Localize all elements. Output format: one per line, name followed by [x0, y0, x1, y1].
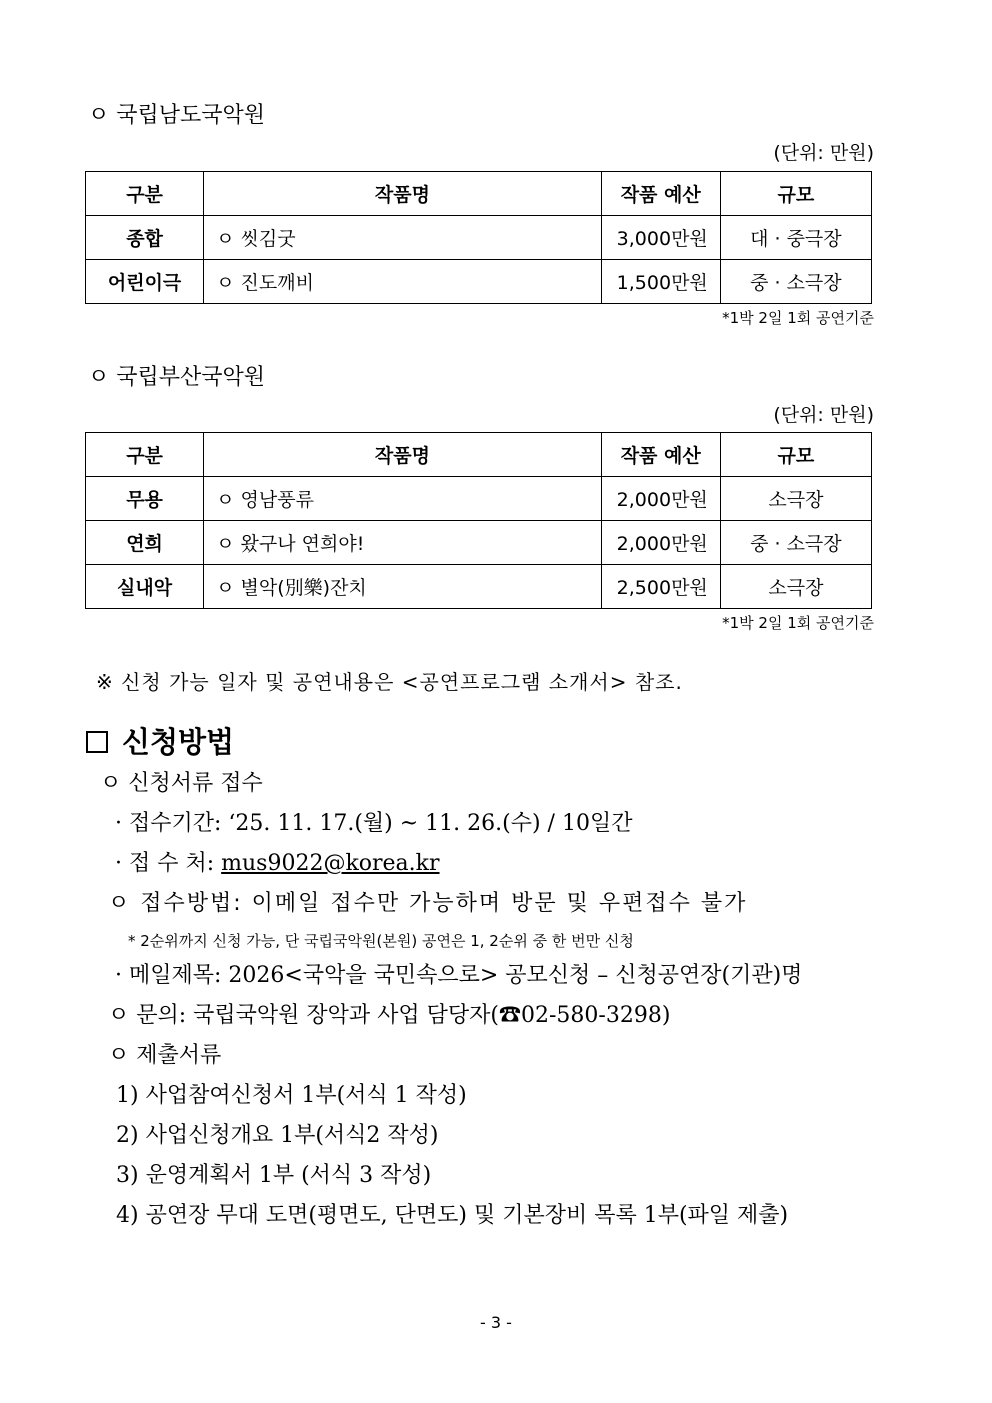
row-scale: 중 · 소극장 — [720, 521, 871, 565]
inquiry: ㅇ 문의: 국립국악원 장악과 사업 담당자(☎02-580-3298) — [108, 1003, 671, 1028]
application-period: · 접수기간: ‘25. 11. 17.(월) ~ 11. 26.(수) / 10일간 — [115, 811, 633, 836]
table-row — [86, 477, 872, 521]
row-category: 종합 — [86, 216, 204, 260]
row-budget: 2,000만원 — [601, 477, 720, 521]
row-budget: 3,000만원 — [601, 216, 720, 260]
table-row — [86, 521, 872, 565]
document-item: 2) 사업신청개요 1부(서식2 작성) — [116, 1123, 439, 1148]
row-scale: 대 · 중극장 — [720, 216, 871, 260]
row-category: 어린이극 — [86, 260, 204, 304]
document-item: 3) 운영계획서 1부 (서식 3 작성) — [116, 1163, 432, 1188]
row-work: ㅇ 씻김굿 — [204, 216, 602, 260]
busan-table — [85, 432, 872, 609]
row-scale: 소극장 — [720, 565, 871, 609]
table-row — [86, 216, 872, 260]
recipient-line — [115, 846, 440, 877]
row-work: ㅇ 왔구나 연희야! — [204, 521, 602, 565]
row-budget: 2,000만원 — [601, 521, 720, 565]
namdo-table — [85, 171, 872, 304]
document-item: 1) 사업참여신청서 1부(서식 1 작성) — [116, 1083, 467, 1108]
table-note: *1박 2일 1회 공연기준 — [722, 614, 874, 632]
table-header-row — [86, 433, 872, 477]
row-category: 무용 — [86, 477, 204, 521]
header-category: 구분 — [86, 433, 204, 477]
checkbox-square-icon — [86, 731, 108, 753]
unit-label: (단위: 만원) — [773, 404, 874, 426]
header-work: 작품명 — [204, 433, 602, 477]
header-scale: 규모 — [720, 172, 871, 216]
row-work: ㅇ 영남풍류 — [204, 477, 602, 521]
doc-receipt: ㅇ 신청서류 접수 — [100, 771, 263, 796]
row-category: 실내악 — [86, 565, 204, 609]
header-budget: 작품 예산 — [601, 433, 720, 477]
header-scale: 규모 — [720, 433, 871, 477]
application-title — [86, 720, 234, 761]
section-heading-namdo: ㅇ 국립남도국악원 — [88, 103, 266, 128]
table-header-row — [86, 172, 872, 216]
header-category: 구분 — [86, 172, 204, 216]
recipient-email-link[interactable]: mus9022@korea.kr — [221, 851, 440, 876]
row-scale: 소극장 — [720, 477, 871, 521]
section-heading-busan: ㅇ 국립부산국악원 — [88, 365, 266, 390]
row-scale: 중 · 소극장 — [720, 260, 871, 304]
table-row — [86, 565, 872, 609]
application-title-text: 신청방법 — [122, 725, 235, 759]
documents-title: ㅇ 제출서류 — [108, 1043, 222, 1068]
unit-label: (단위: 만원) — [773, 142, 874, 164]
table-row — [86, 260, 872, 304]
application-method: ㅇ 접수방법: 이메일 접수만 가능하며 방문 및 우편접수 불가 — [108, 891, 748, 916]
mail-subject: · 메일제목: 2026<국악을 국민속으로> 공모신청 – 신청공연장(기관)명 — [115, 963, 803, 988]
page-number: - 3 - — [480, 1313, 512, 1332]
method-note: * 2순위까지 신청 가능, 단 국립국악원(본원) 공연은 1, 2순위 중 한 번만 신청 — [128, 932, 634, 950]
table-note: *1박 2일 1회 공연기준 — [722, 309, 874, 327]
row-budget: 1,500만원 — [601, 260, 720, 304]
row-work: ㅇ 별악(別樂)잔치 — [204, 565, 602, 609]
recipient-label: · 접 수 처: — [115, 851, 222, 876]
header-work: 작품명 — [204, 172, 602, 216]
document-item: 4) 공연장 무대 도면(평면도, 단면도) 및 기본장비 목록 1부(파일 제출) — [116, 1203, 789, 1228]
reference-note: ※ 신청 가능 일자 및 공연내용은 <공연프로그램 소개서> 참조. — [96, 670, 683, 694]
header-budget: 작품 예산 — [601, 172, 720, 216]
row-budget: 2,500만원 — [601, 565, 720, 609]
row-category: 연희 — [86, 521, 204, 565]
row-work: ㅇ 진도깨비 — [204, 260, 602, 304]
